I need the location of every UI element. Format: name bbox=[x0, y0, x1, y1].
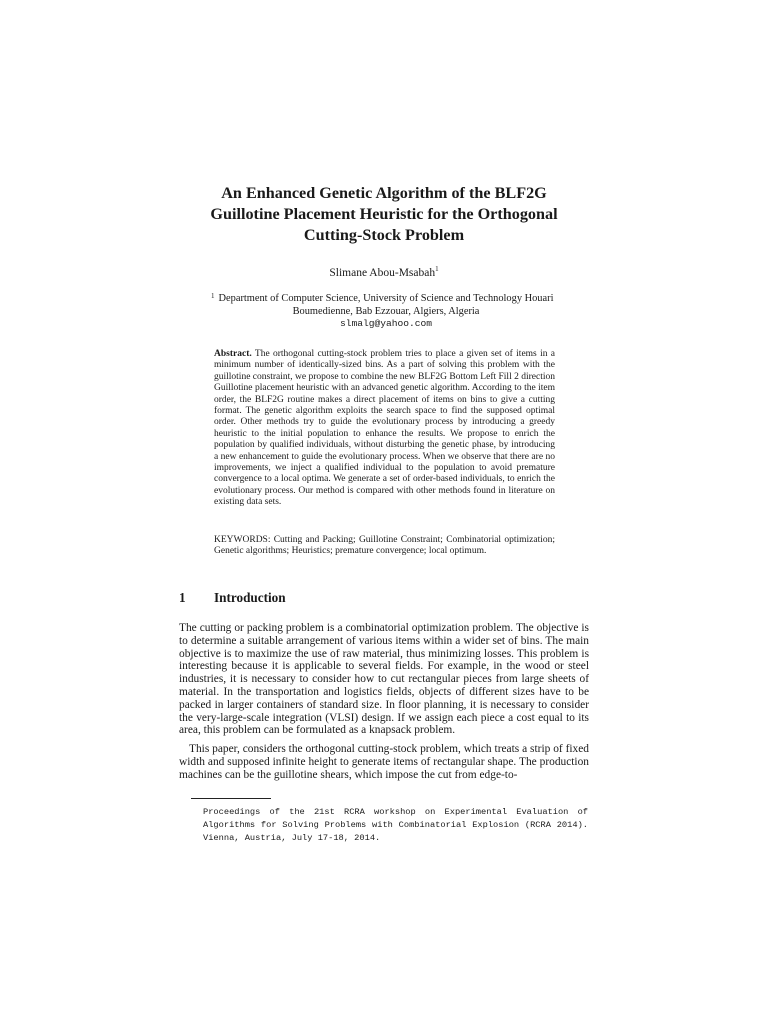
affiliation-superscript: 1 bbox=[211, 292, 215, 300]
title-line-1: An Enhanced Genetic Algorithm of the BLF2G bbox=[221, 184, 547, 202]
footnote-rule bbox=[191, 798, 271, 799]
keywords: KEYWORDS: Cutting and Packing; Guillotine Constraint; Combinatorial optimization; Genetic algorithms; Heuristics; premature convergence; local optimum. bbox=[214, 535, 555, 557]
paper-title bbox=[180, 183, 588, 246]
abstract bbox=[214, 349, 555, 509]
affiliation-line-1: Department of Computer Science, University of Science and Technology Houari bbox=[218, 293, 554, 304]
affiliation-line-2: Boumedienne, Bab Ezzouar, Algiers, Algeria bbox=[292, 305, 480, 317]
section-number: 1 bbox=[179, 590, 186, 605]
author-line bbox=[180, 265, 588, 279]
title-line-2: Guillotine Placement Heuristic for the Orthogonal bbox=[210, 205, 558, 223]
affiliation-block bbox=[195, 293, 577, 331]
title-line-3: Cutting-Stock Problem bbox=[303, 226, 465, 244]
author-name: Slimane Abou-Msabah bbox=[329, 266, 436, 279]
section-title: Introduction bbox=[214, 590, 286, 605]
body-paragraph-1: The cutting or packing problem is a combinatorial optimization problem. The objective is to determine a suitable arrangement of various items within a wider set of bins. The main objective is to maximize the use of raw material, thus minimizing losses. This problem is interesting because it is applicable to several fields. For example, in the wood or steel industries, it is necessary to consider how to cut rectangular pieces from large sheets of material. In the transportation and logistics fields, objects of different sizes have to be packed in larger containers of standard size. In floor planning, it is necessary to consider the very-large-scale integration (VLSI) design. If we assign each piece a cost equal to its area, this problem can be formulated as a knapsack problem. bbox=[179, 622, 589, 737]
abstract-text: The orthogonal cutting-stock problem tries to place a given set of items in a minimum number of identically-sized bins. As a part of solving this problem with the guillotine constraint, we propose to combine the new BLF2G Bottom Left Fill 2 direction Guillotine placement heuristic with an advanced genetic algorithm. According to the item order, the BLF2G routine makes a direct placement of items on bins to give a cutting format. The genetic algorithm exploits the search space to find the supposed optimal order. Other methods try to guide the evolutionary process by introducing a greedy heuristic to the initial population to enhance the results. We propose to enrich the population by qualified individuals, without disturbing the genetic phase, by introducing a new enhancement to guide the evolutionary process. When we observe that there are no improvements, we inject a qualified individual to the population to avoid premature convergence to a local optima. We generate a set of order-based individuals, to enrich the evolutionary process. Our method is compared with other methods found in literature on existing data sets. bbox=[214, 349, 555, 508]
author-superscript: 1 bbox=[435, 265, 439, 273]
body-paragraph-2: This paper, considers the orthogonal cutting-stock problem, which treats a strip of fixed width and supposed infinite height to generate items of rectangular shape. The production machines can be the guillotine shears, which impose the cut from edge-to- bbox=[179, 743, 589, 781]
footnote: Proceedings of the 21st RCRA workshop on Experimental Evaluation of Algorithms for Solving Problems with Combinatorial Explosion (RCRA 2014). Vienna, Austria, July 17-18, 2014. bbox=[203, 807, 588, 843]
author-email: slmalg@yahoo.com bbox=[339, 318, 433, 330]
abstract-label: Abstract. bbox=[214, 349, 252, 359]
